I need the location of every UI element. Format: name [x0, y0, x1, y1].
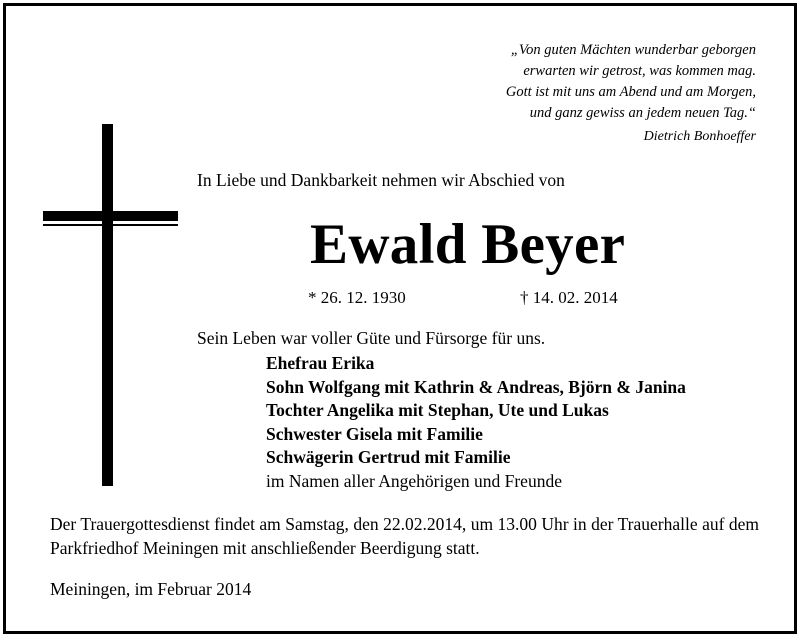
birth-date: * 26. 12. 1930 — [308, 288, 406, 307]
bonhoeffer-quote — [336, 40, 756, 147]
mourner-line: Schwägerin Gertrud mit Familie — [266, 447, 511, 467]
mourner-line: Sohn Wolfgang mit Kathrin & Andreas, Björn & Janina — [266, 376, 686, 397]
mourner-line: Schwester Gisela mit Familie — [266, 423, 483, 444]
quote-line: Gott ist mit uns am Abend und am Morgen, — [505, 84, 756, 100]
life-statement: Sein Leben war voller Güte und Fürsorge für uns. — [197, 328, 546, 348]
death-date: † 14. 02. 2014 — [520, 288, 618, 307]
quote-line: und ganz gewiss an jedem neuen Tag.“ — [529, 105, 756, 121]
mourners-footer: im Namen aller Angehörigen und Freunde — [266, 470, 562, 491]
cross-icon — [102, 124, 113, 486]
quote-line: erwarten wir getrost, was kommen mag. — [523, 63, 756, 79]
place-and-date: Meiningen, im Februar 2014 — [50, 579, 252, 599]
cross-icon-crossbar — [43, 211, 178, 221]
mourner-line: Ehefrau Erika — [266, 353, 375, 373]
mourners-list — [266, 352, 686, 493]
obituary-frame — [3, 3, 797, 634]
funeral-service-notice: Der Trauergottesdienst findet am Samstag, den 22.02.2014, um 13.00 Uhr in der Trauerhalle auf dem Parkfriedhof Meiningen mit anschließender Beerdigung statt. — [50, 514, 759, 558]
farewell-intro: In Liebe und Dankbarkeit nehmen wir Abschied von — [197, 170, 565, 190]
quote-line: „Von guten Mächten wunderbar geborgen — [510, 42, 756, 58]
mourner-line: Tochter Angelika mit Stephan, Ute und Lukas — [266, 400, 609, 420]
quote-author: Dietrich Bonhoeffer — [643, 129, 756, 144]
deceased-name: Ewald Beyer — [310, 213, 626, 276]
